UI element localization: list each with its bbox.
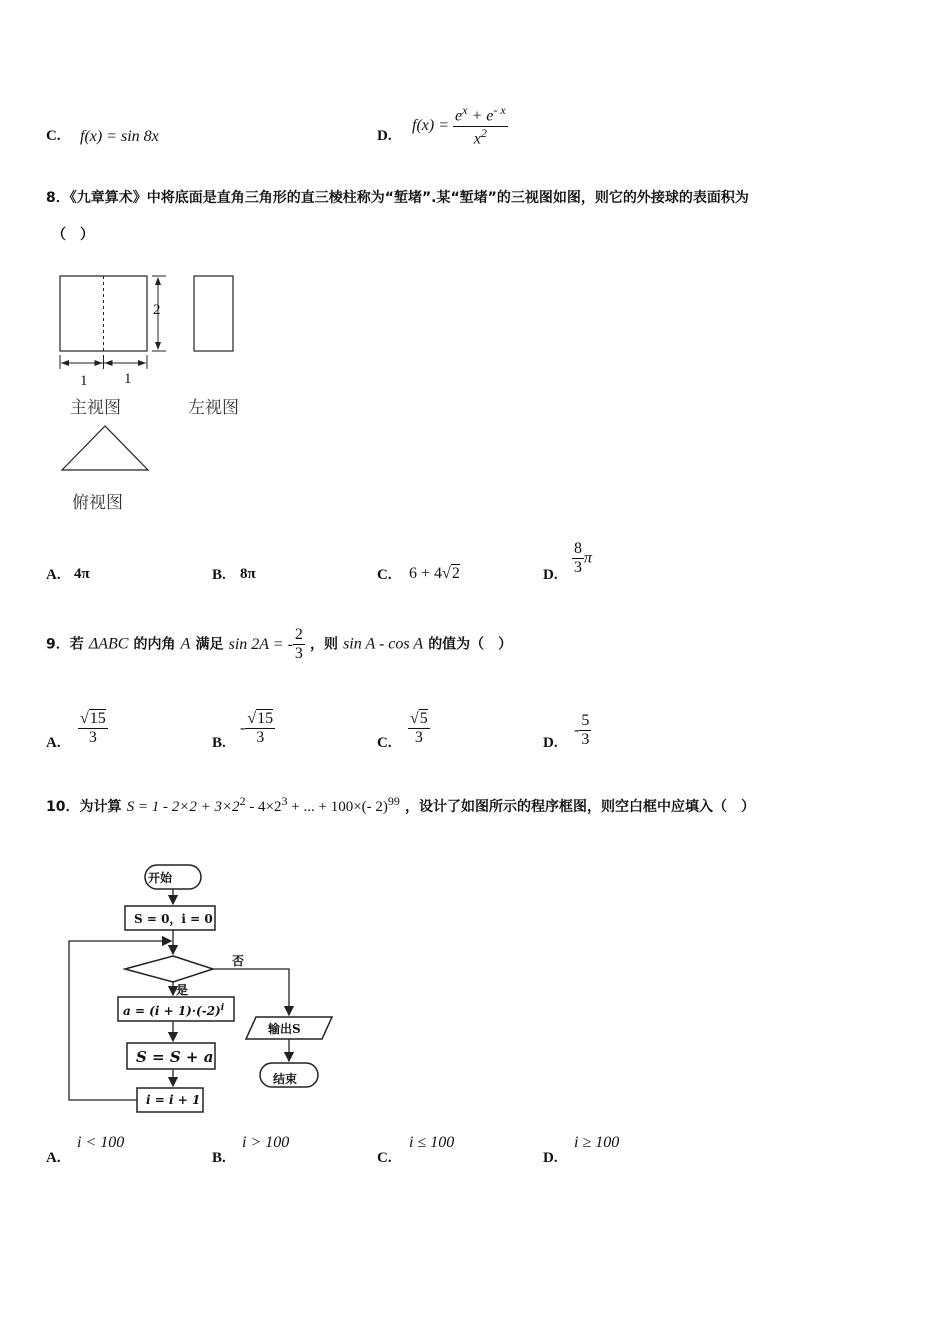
flow-increment-label: i = i + 1 [146, 1093, 201, 1107]
q7-option-d-label: D. [377, 128, 392, 144]
q9-suffix: 的值为（ ） [428, 636, 513, 653]
q7-option-c-expr: f(x) = sin 8x [80, 128, 159, 145]
q9-b-den: 3 [256, 729, 265, 747]
q9-c-den: 3 [414, 729, 423, 747]
q10-option-a-text: i < 100 [77, 1134, 125, 1151]
q9-mid1: 的内角 [133, 636, 176, 653]
q8-option-c-label: C. [377, 567, 392, 583]
q10-formula: $S = 1 - 2\times 2 + 3\times 2^2 - 4\times 2^3$ + ... + 100×(- 2)$^{99}$ [126, 794, 400, 815]
q10-suffix: ，设计了如图所示的程序框图，则空白框中应填入（ ） [405, 799, 755, 815]
q8-c-pre: 6 + 4 [409, 565, 443, 582]
q8-d-den: 3 [574, 559, 582, 577]
q8-stem-line2: （ ） [52, 227, 94, 243]
q9-a-sqrt: 15 [89, 710, 106, 727]
q10-option-b-text: i > 100 [242, 1134, 290, 1151]
q10-option-d-text: i ≥ 100 [574, 1134, 620, 1151]
flow-end-label: 结束 [273, 1072, 298, 1086]
q9-d-den: 3 [581, 731, 590, 749]
q9-option-d-label: D. [543, 735, 558, 751]
flow-yes-label: 是 [176, 983, 189, 997]
flow-output-label: 输出S [268, 1022, 301, 1036]
q9-c-sqrt: 5 [419, 710, 428, 727]
q9-option-a-expr: $\frac{√15}{3}$ [80, 710, 106, 747]
q8-option-b-text: 8π [240, 566, 256, 582]
q9-eq-num: 2 [293, 626, 305, 645]
top-view-triangle [62, 426, 148, 470]
q7-d-lhs: f(x) = [412, 116, 449, 134]
q9-mid3: ，则 [309, 636, 338, 653]
q9-eq-lhs: sin 2A = - [228, 635, 293, 653]
q9-option-c-expr: $\frac{√5}{3}$ [410, 710, 428, 747]
q8-option-b-label: B. [212, 567, 226, 583]
q7-d-num-e1: e [455, 107, 463, 125]
flow-init-label: S = 0，i = 0 [134, 912, 213, 926]
flow-decision-blank [125, 956, 213, 982]
q10-option-d-label: D. [543, 1150, 558, 1166]
q7-option-d-expr [412, 104, 508, 148]
q10-option-c-text: i ≤ 100 [409, 1134, 455, 1151]
q9-option-b-expr: - $\frac{√15}{3}$ [240, 710, 274, 747]
flow-no-label: 否 [232, 954, 245, 968]
q8-option-a-text: 4π [74, 566, 90, 582]
q7-d-den-x: x [473, 130, 481, 148]
q8-option-a-label: A. [46, 567, 61, 583]
q9-expr: sin A - cos A [343, 635, 424, 653]
q10-option-a-label: A. [46, 1150, 61, 1166]
q10-option-b-label: B. [212, 1150, 226, 1166]
q8-top-view-label: 俯视图 [72, 493, 123, 513]
side-view-rect [194, 276, 233, 351]
q7-d-num-x1: x [462, 103, 468, 117]
q10-flowchart [60, 855, 350, 1125]
q8-stem-line1: 8．《九章算术》中将底面是直角三角形的直三棱柱称为“堑堵”.某“堑堵”的三视图如图，则它的外接球的表面积为 [46, 190, 749, 206]
q9-prefix: 9．若 [46, 636, 84, 653]
q9-d-num: 5 [579, 712, 591, 731]
q8-d-num: 8 [572, 540, 584, 559]
q9-option-a-label: A. [46, 735, 61, 751]
flow-update-s-label: S = S + a [136, 1048, 214, 1066]
q9-angle: A [180, 635, 191, 653]
q8-side-view-label: 左视图 [188, 398, 239, 418]
q7-d-num-x2: - x [493, 103, 506, 117]
q8-option-d-label: D. [543, 567, 558, 583]
q9-option-b-label: B. [212, 735, 226, 751]
q10-prefix: 10．为计算 [46, 799, 122, 815]
q7-d-num-plus: + [471, 107, 483, 125]
q10-stem [46, 794, 755, 816]
q9-a-den: 3 [88, 729, 97, 747]
q9-mid2: 满足 [195, 636, 224, 653]
q7-d-num-e2: e [486, 107, 494, 125]
q9-option-c-label: C. [377, 735, 392, 751]
q8-option-c-expr: 6 + 4√2 [409, 565, 460, 582]
q9-triangle: ΔABC [88, 635, 129, 653]
q8-option-d-expr [572, 540, 592, 578]
q9-eq-den: 3 [294, 645, 303, 663]
q9-b-sqrt: 15 [257, 710, 274, 727]
q8-c-sqrt: 2 [451, 565, 460, 582]
flow-assign-a-label: $a = (i + 1)\cdot(-2)^i$ [123, 1003, 225, 1018]
q9-stem [46, 626, 512, 664]
q7-d-fraction [453, 104, 508, 148]
q7-option-c-label: C. [46, 128, 61, 144]
q9-condition [228, 626, 305, 663]
q8-dim-height-label: 2 [153, 302, 161, 318]
q8-dim-right-label: 1 [124, 371, 132, 387]
q9-option-d-expr [574, 712, 591, 750]
q8-front-view-label: 主视图 [70, 398, 121, 418]
q9-d-sign: - [574, 721, 580, 739]
q7-d-den-2: 2 [480, 125, 487, 140]
flow-start-label: 开始 [148, 871, 173, 885]
q8-d-pi: π [584, 549, 593, 567]
q10-option-c-label: C. [377, 1150, 392, 1166]
q8-dim-left-label: 1 [80, 373, 88, 389]
q9-b-sign: - [240, 719, 246, 737]
